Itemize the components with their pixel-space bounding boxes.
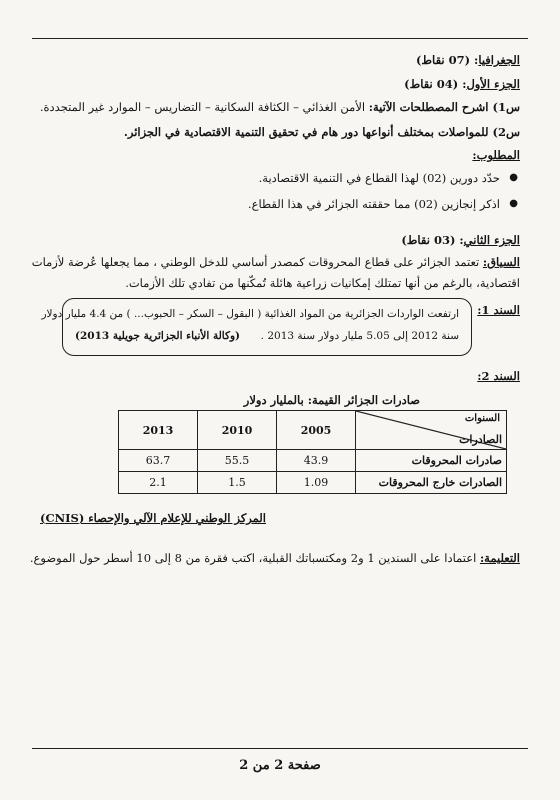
bullet-dot-icon: ● — [509, 172, 518, 183]
table-row-label: صادرات المحروقات — [356, 450, 507, 472]
part2-heading — [40, 232, 520, 248]
required-bullet-1: حدّد دورين (02) لهذا القطاع في التنمية الاقتصادية. — [258, 171, 500, 185]
top-divider — [32, 38, 528, 39]
part2-points: : (03 نقاط) — [401, 233, 464, 247]
table-year-cell: 2013 — [119, 411, 198, 450]
required-bullet-2: اذكر إنجازين (02) مما حققته الجزائر في هذا القطاع. — [247, 197, 500, 211]
table-years-label: السنوات — [464, 413, 500, 424]
question-1 — [40, 99, 520, 115]
document-1-line-2: سنة 2012 إلى 5.05 مليار دولار سنة 2013 . — [260, 330, 459, 342]
table-cell: 1.09 — [277, 472, 356, 494]
table-cell: 2.1 — [119, 472, 198, 494]
bullet-dot-icon: ● — [509, 198, 518, 209]
document-1-line-1: ارتفعت الواردات الجزائرية من المواد الغذائية ( البقول – السكر – الحبوب... ) من 4.4 مليار دولار — [41, 308, 459, 320]
geography-heading — [40, 52, 520, 68]
part1-title: الجزء الأول — [466, 77, 520, 91]
page-number: صفحة 2 من 2 — [239, 758, 321, 773]
table-cell: 43.9 — [277, 450, 356, 472]
geography-title: الجغرافيا — [478, 53, 520, 67]
part1-heading — [40, 76, 520, 92]
table-row-label: الصادرات خارج المحروقات — [356, 472, 507, 494]
document-1-source: (وكالة الأنباء الجزائرية جويلية 2013) — [75, 330, 241, 342]
context-text-1: تعتمد الجزائر على قطاع المحروقات كمصدر أساسي للدخل الوطني ، مما يجعلها عُرضة لأزمات — [31, 255, 483, 269]
question-1-label: س1) اشرح المصطلحات الآتية: — [368, 100, 520, 114]
table-year-cell: 2005 — [277, 411, 356, 450]
part1-points: : (04 نقاط) — [404, 77, 467, 91]
bottom-divider — [32, 748, 528, 749]
table-source: المركز الوطني للإعلام الآلي والإحصاء (CNIS) — [40, 511, 266, 525]
context-line-2: اقتصادية، بالرغم من أنها تمتلك إمكانيات زراعية هائلة تُمكّنها من تفادي تلك الأزمات. — [125, 276, 520, 290]
question-2: س2) للمواصلات بمختلف أنواعها دور هام في تحقيق التنمية الاقتصادية في الجزائر. — [123, 125, 520, 139]
table-cell: 63.7 — [119, 450, 198, 472]
table-cell: 55.5 — [198, 450, 277, 472]
context-label: السياق: — [482, 255, 520, 269]
instruction-label: التعليمة: — [479, 551, 520, 565]
table-cell: 1.5 — [198, 472, 277, 494]
table-corner-cell — [356, 411, 507, 450]
table-row — [119, 472, 507, 494]
table-header-row — [119, 411, 507, 450]
part2-title: الجزء الثاني — [463, 233, 520, 247]
geography-points: : (07 نقاط) — [415, 53, 479, 67]
instruction-text: اعتمادا على السندين 1 و2 ومكتسباتك القبلية، اكتب فقرة من 8 إلى 10 أسطر حول الموضوع. — [29, 551, 480, 565]
context-line-1 — [31, 254, 520, 270]
table-year-cell: 2010 — [198, 411, 277, 450]
table-exports-label: الصادرات — [459, 433, 502, 446]
document-1-label: السند 1: — [477, 303, 520, 317]
instruction — [29, 550, 520, 566]
exports-table — [118, 410, 507, 494]
document-1-box — [41, 298, 472, 356]
table-caption: صادرات الجزائر القيمة: بالمليار دولار — [243, 393, 420, 407]
required-title: المطلوب: — [472, 148, 520, 162]
question-1-text: الأمن الغذائي – الكثافة السكانية – التضاريس – الموارد غير المتجددة. — [39, 100, 369, 114]
table-row — [119, 450, 507, 472]
document-2-label: السند 2: — [477, 369, 520, 383]
